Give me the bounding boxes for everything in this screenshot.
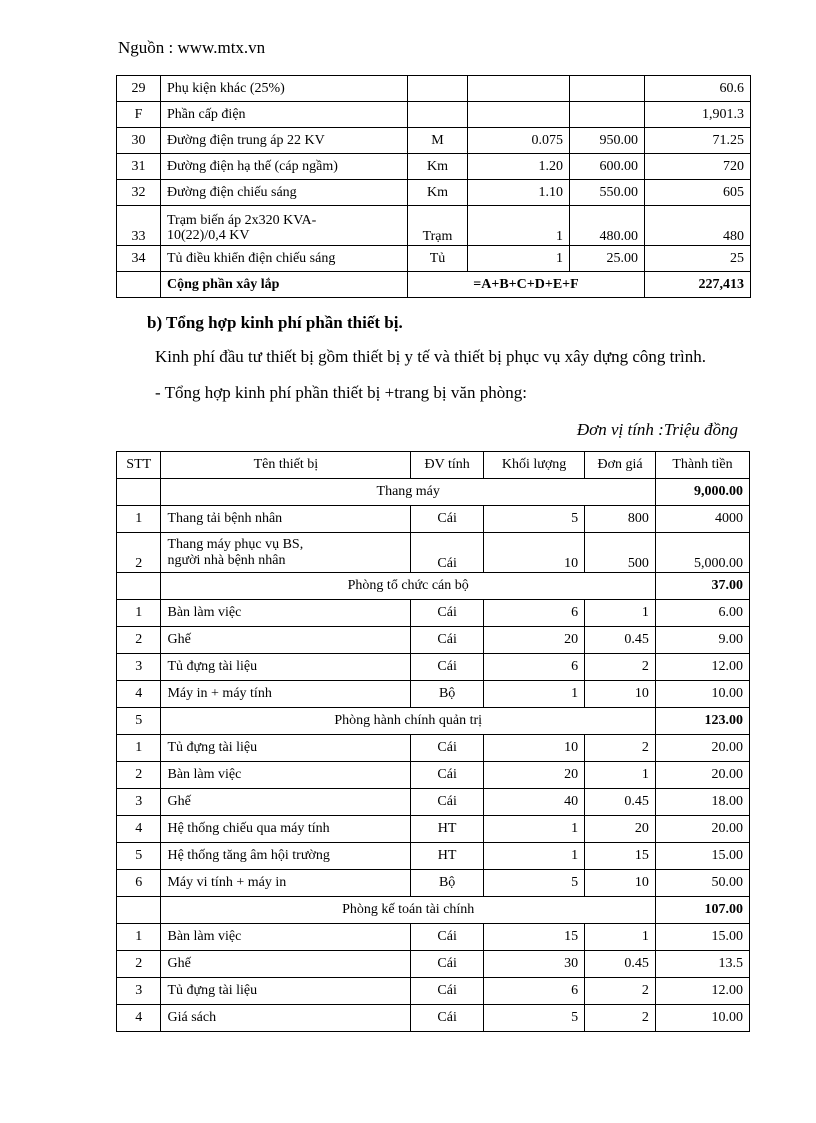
row-qty: 6 — [484, 600, 585, 627]
row-stt: 4 — [117, 816, 161, 843]
row-name: Ghế — [161, 789, 411, 816]
row-total: 605 — [645, 180, 751, 206]
row-price — [570, 102, 645, 128]
row-name: Tủ đựng tài liệu — [161, 654, 411, 681]
table-row — [117, 762, 750, 789]
row-price: 2 — [585, 735, 656, 762]
row-stt: 29 — [117, 76, 161, 102]
row-qty: 20 — [484, 627, 585, 654]
row-name: Phần cấp điện — [161, 102, 408, 128]
row-name: Bàn làm việc — [161, 600, 411, 627]
row-price: 1 — [585, 924, 656, 951]
col-header-unit: ĐV tính — [411, 452, 484, 479]
row-price: 10 — [585, 681, 656, 708]
table-row — [117, 154, 751, 180]
row-price: 2 — [585, 1005, 656, 1032]
row-unit — [408, 76, 468, 102]
table-group-row — [117, 708, 750, 735]
row-total: 18.00 — [655, 789, 749, 816]
row-qty: 6 — [484, 978, 585, 1005]
col-header-price: Đơn giá — [585, 452, 656, 479]
row-name — [161, 533, 411, 573]
table-group-row — [117, 479, 750, 506]
row-stt: 1 — [117, 924, 161, 951]
row-name-line: Trạm biến áp 2x320 KVA- — [167, 213, 317, 228]
row-name: Đường điện hạ thế (cáp ngầm) — [161, 154, 408, 180]
group-title: Phòng tổ chức cán bộ — [161, 573, 655, 600]
table-row — [117, 1005, 750, 1032]
row-stt: 2 — [117, 762, 161, 789]
group-title: Phòng hành chính quản trị — [161, 708, 655, 735]
table-row — [117, 102, 751, 128]
row-total: 5,000.00 — [655, 533, 749, 573]
table-row — [117, 246, 751, 272]
row-stt: 30 — [117, 128, 161, 154]
row-qty: 10 — [484, 533, 585, 573]
row-stt: 1 — [117, 735, 161, 762]
row-total: 60.6 — [645, 76, 751, 102]
row-price: 2 — [585, 978, 656, 1005]
row-price: 0.45 — [585, 951, 656, 978]
row-name: Máy in + máy tính — [161, 681, 411, 708]
row-total: 20.00 — [655, 762, 749, 789]
row-price: 480.00 — [570, 206, 645, 246]
row-stt: 31 — [117, 154, 161, 180]
row-name: Bàn làm việc — [161, 924, 411, 951]
table-header-row — [117, 452, 750, 479]
row-qty: 0.075 — [468, 128, 570, 154]
row-unit: Cái — [411, 789, 484, 816]
row-qty: 1 — [468, 206, 570, 246]
row-unit: Cái — [411, 654, 484, 681]
row-qty: 1.20 — [468, 154, 570, 180]
row-name: Phụ kiện khác (25%) — [161, 76, 408, 102]
table-row — [117, 76, 751, 102]
row-stt: 5 — [117, 843, 161, 870]
row-price: 1 — [585, 762, 656, 789]
row-name: Đường điện chiếu sáng — [161, 180, 408, 206]
row-unit: Trạm — [408, 206, 468, 246]
row-price: 550.00 — [570, 180, 645, 206]
table-row-total — [117, 272, 751, 298]
row-unit: Bộ — [411, 870, 484, 897]
table-row — [117, 870, 750, 897]
row-total: 13.5 — [655, 951, 749, 978]
row-price: 25.00 — [570, 246, 645, 272]
row-stt: 3 — [117, 978, 161, 1005]
row-name: Tủ đựng tài liệu — [161, 735, 411, 762]
row-stt: F — [117, 102, 161, 128]
table-row — [117, 843, 750, 870]
row-unit: Km — [408, 154, 468, 180]
row-unit: Cái — [411, 924, 484, 951]
row-qty: 1 — [484, 843, 585, 870]
total-formula: =A+B+C+D+E+F — [408, 272, 645, 298]
row-price: 0.45 — [585, 789, 656, 816]
row-stt: 2 — [117, 951, 161, 978]
row-name-line: người nhà bệnh nhân — [167, 552, 286, 568]
row-stt: 6 — [117, 870, 161, 897]
row-qty: 5 — [484, 870, 585, 897]
total-value: 227,413 — [645, 272, 751, 298]
group-stt: 5 — [117, 708, 161, 735]
row-name: Hệ thống chiếu qua máy tính — [161, 816, 411, 843]
row-price: 950.00 — [570, 128, 645, 154]
row-name: Bàn làm việc — [161, 762, 411, 789]
row-name-line: 10(22)/0,4 KV — [167, 228, 250, 243]
row-price: 15 — [585, 843, 656, 870]
row-price: 1 — [585, 600, 656, 627]
row-name: Máy vi tính + máy in — [161, 870, 411, 897]
row-unit: Cái — [411, 600, 484, 627]
row-stt: 3 — [117, 654, 161, 681]
row-qty: 1 — [484, 681, 585, 708]
col-header-qty: Khối lượng — [484, 452, 585, 479]
row-price: 20 — [585, 816, 656, 843]
row-name-line: Thang máy phục vụ BS, — [167, 536, 304, 552]
row-unit: Cái — [411, 1005, 484, 1032]
row-unit: Cái — [411, 735, 484, 762]
row-price: 0.45 — [585, 627, 656, 654]
section-paragraph: - Tổng hợp kinh phí phần thiết bị +trang bị văn phòng: — [155, 383, 527, 402]
row-stt: 1 — [117, 600, 161, 627]
row-unit: Cái — [411, 533, 484, 573]
row-unit: HT — [411, 816, 484, 843]
table-group-row — [117, 897, 750, 924]
row-unit: Cái — [411, 951, 484, 978]
table-row — [117, 816, 750, 843]
table-row — [117, 533, 750, 573]
row-total: 15.00 — [655, 843, 749, 870]
row-unit: HT — [411, 843, 484, 870]
row-name: Tủ đựng tài liệu — [161, 978, 411, 1005]
table-row — [117, 681, 750, 708]
row-qty: 5 — [484, 1005, 585, 1032]
row-total: 71.25 — [645, 128, 751, 154]
row-price: 10 — [585, 870, 656, 897]
row-qty: 10 — [484, 735, 585, 762]
table-row — [117, 789, 750, 816]
row-stt: 4 — [117, 681, 161, 708]
row-total: 12.00 — [655, 978, 749, 1005]
table-row — [117, 627, 750, 654]
row-name: Tủ điều khiển điện chiếu sáng — [161, 246, 408, 272]
group-stt — [117, 897, 161, 924]
row-total: 720 — [645, 154, 751, 180]
row-unit: Km — [408, 180, 468, 206]
row-unit — [408, 102, 468, 128]
group-total: 123.00 — [655, 708, 749, 735]
section-paragraph: Kinh phí đầu tư thiết bị gồm thiết bị y tế và thiết bị phục vụ xây dựng công trình. — [155, 347, 707, 366]
unit-note: Đơn vị tính :Triệu đồng — [576, 420, 738, 439]
row-name: Ghế — [161, 951, 411, 978]
row-name: Đường điện trung áp 22 KV — [161, 128, 408, 154]
row-qty: 1 — [468, 246, 570, 272]
row-name: Giá sách — [161, 1005, 411, 1032]
row-price: 800 — [585, 506, 656, 533]
row-stt: 2 — [117, 627, 161, 654]
row-qty: 15 — [484, 924, 585, 951]
row-unit: M — [408, 128, 468, 154]
table-row — [117, 654, 750, 681]
row-qty — [468, 76, 570, 102]
row-name: Ghế — [161, 627, 411, 654]
row-qty: 6 — [484, 654, 585, 681]
row-unit: Cái — [411, 762, 484, 789]
group-title: Phòng kế toán tài chính — [161, 897, 655, 924]
row-price: 600.00 — [570, 154, 645, 180]
construction-cost-table — [116, 75, 751, 298]
row-qty: 1.10 — [468, 180, 570, 206]
section-heading: b) Tổng hợp kinh phí phần thiết bị. — [147, 313, 403, 332]
row-unit: Cái — [411, 978, 484, 1005]
total-label: Cộng phần xây lắp — [161, 272, 408, 298]
group-total: 107.00 — [655, 897, 749, 924]
row-stt: 33 — [117, 206, 161, 246]
row-total: 20.00 — [655, 735, 749, 762]
row-total: 10.00 — [655, 681, 749, 708]
table-row — [117, 600, 750, 627]
group-total: 9,000.00 — [655, 479, 749, 506]
row-name: Thang tải bệnh nhân — [161, 506, 411, 533]
table-row — [117, 978, 750, 1005]
col-header-total: Thành tiền — [655, 452, 749, 479]
row-total: 9.00 — [655, 627, 749, 654]
group-title: Thang máy — [161, 479, 655, 506]
row-total: 480 — [645, 206, 751, 246]
row-total: 12.00 — [655, 654, 749, 681]
table-row — [117, 206, 751, 246]
row-total: 15.00 — [655, 924, 749, 951]
row-qty: 20 — [484, 762, 585, 789]
row-total: 20.00 — [655, 816, 749, 843]
row-unit: Cái — [411, 627, 484, 654]
row-price: 500 — [585, 533, 656, 573]
row-unit: Tủ — [408, 246, 468, 272]
row-total: 6.00 — [655, 600, 749, 627]
row-stt: 4 — [117, 1005, 161, 1032]
row-total: 10.00 — [655, 1005, 749, 1032]
row-qty — [468, 102, 570, 128]
col-header-name: Tên thiết bị — [161, 452, 411, 479]
row-stt: 1 — [117, 506, 161, 533]
group-stt — [117, 573, 161, 600]
row-name — [161, 206, 408, 246]
table-row — [117, 506, 750, 533]
table-row — [117, 128, 751, 154]
group-total: 37.00 — [655, 573, 749, 600]
row-qty: 40 — [484, 789, 585, 816]
table-group-row — [117, 573, 750, 600]
row-total: 1,901.3 — [645, 102, 751, 128]
row-qty: 30 — [484, 951, 585, 978]
row-unit: Bộ — [411, 681, 484, 708]
row-price — [570, 76, 645, 102]
table-row — [117, 180, 751, 206]
row-total: 25 — [645, 246, 751, 272]
row-unit: Cái — [411, 506, 484, 533]
row-total: 4000 — [655, 506, 749, 533]
row-qty: 5 — [484, 506, 585, 533]
row-stt: 3 — [117, 789, 161, 816]
group-stt — [117, 479, 161, 506]
table-row — [117, 924, 750, 951]
row-price: 2 — [585, 654, 656, 681]
row-stt: 2 — [117, 533, 161, 573]
table-row — [117, 951, 750, 978]
row-name: Hệ thống tăng âm hội trường — [161, 843, 411, 870]
table-row — [117, 735, 750, 762]
col-header-stt: STT — [117, 452, 161, 479]
row-total: 50.00 — [655, 870, 749, 897]
row-qty: 1 — [484, 816, 585, 843]
row-stt: 32 — [117, 180, 161, 206]
page-source: Nguồn : www.mtx.vn — [118, 38, 266, 57]
equipment-cost-table — [116, 451, 750, 1032]
row-stt: 34 — [117, 246, 161, 272]
